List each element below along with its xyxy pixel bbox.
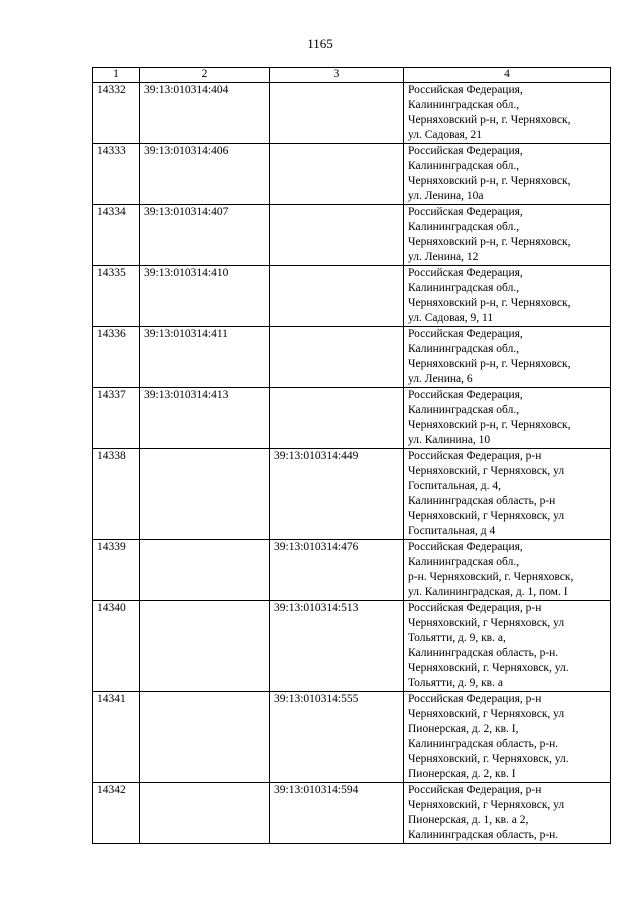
address-line: ул. Ленина, 10а [408, 190, 484, 202]
table-row [93, 144, 611, 205]
related-cadastral-number-cell: 39:13:010314:449 [270, 449, 404, 540]
registry-table [92, 67, 611, 844]
address-line: Черняховский р-н, г. Черняховск, [408, 358, 571, 370]
address-line: Калининградская обл., [408, 404, 520, 416]
row-number-cell: 14334 [93, 205, 140, 266]
cadastral-number-cell: 39:13:010314:411 [140, 327, 270, 388]
cadastral-number-cell [140, 449, 270, 540]
address-line: Госпитальная, д. 4, [408, 480, 501, 492]
address-line: Тольятти, д. 9, кв. а, [408, 632, 506, 644]
address-line: Черняховский р-н, г. Черняховск, [408, 297, 571, 309]
address-line: Российская Федерация, р-н [408, 450, 542, 462]
table-body [93, 83, 611, 844]
address-line: Российская Федерация, [408, 84, 523, 96]
related-cadastral-number-cell: 39:13:010314:555 [270, 692, 404, 783]
page-number: 1165 [307, 36, 333, 51]
row-number-cell: 14337 [93, 388, 140, 449]
address-line: Российская Федерация, [408, 267, 523, 279]
header-col-4: 4 [404, 68, 611, 83]
row-number-cell: 14342 [93, 783, 140, 844]
row-number-cell: 14333 [93, 144, 140, 205]
address-line: Черняховский р-н, г. Черняховск, [408, 114, 571, 126]
related-cadastral-number-cell: 39:13:010314:476 [270, 540, 404, 601]
header-col-2: 2 [140, 68, 270, 83]
address-cell [404, 327, 611, 388]
row-number-cell: 14339 [93, 540, 140, 601]
address-line: Черняховский р-н, г. Черняховск, [408, 175, 571, 187]
address-cell [404, 692, 611, 783]
header-col-3: 3 [270, 68, 404, 83]
address-line: ул. Ленина, 6 [408, 373, 473, 385]
table-row [93, 266, 611, 327]
cadastral-number-cell [140, 540, 270, 601]
table-row [93, 692, 611, 783]
cadastral-number-cell: 39:13:010314:406 [140, 144, 270, 205]
table-row [93, 449, 611, 540]
address-line: Калининградская область, р-н. [408, 647, 559, 659]
address-line: Российская Федерация, [408, 541, 523, 553]
row-number-cell: 14335 [93, 266, 140, 327]
address-line: Черняховский р-н, г. Черняховск, [408, 419, 571, 431]
address-line: Черняховский, г Черняховск, ул [408, 799, 565, 811]
related-cadastral-number-cell [270, 144, 404, 205]
address-line: Российская Федерация, р-н [408, 693, 542, 705]
address-line: Российская Федерация, р-н [408, 784, 542, 796]
table-row [93, 83, 611, 144]
table-header [93, 68, 611, 83]
cadastral-number-cell: 39:13:010314:404 [140, 83, 270, 144]
address-line: Калининградская область, р-н. [408, 829, 559, 841]
address-cell [404, 144, 611, 205]
address-line: ул. Ленина, 12 [408, 251, 479, 263]
related-cadastral-number-cell: 39:13:010314:513 [270, 601, 404, 692]
address-line: Черняховский, г Черняховск, ул [408, 465, 565, 477]
cadastral-number-cell [140, 783, 270, 844]
address-line: Черняховский, г. Черняховск, ул. [408, 753, 569, 765]
related-cadastral-number-cell [270, 388, 404, 449]
table-row [93, 388, 611, 449]
cadastral-number-cell: 39:13:010314:413 [140, 388, 270, 449]
address-line: Калининградская обл., [408, 99, 520, 111]
header-row [93, 68, 611, 83]
address-line: Калининградская обл., [408, 221, 520, 233]
cadastral-number-cell: 39:13:010314:407 [140, 205, 270, 266]
table-row [93, 540, 611, 601]
row-number-cell: 14338 [93, 449, 140, 540]
related-cadastral-number-cell: 39:13:010314:594 [270, 783, 404, 844]
address-cell [404, 783, 611, 844]
address-line: Калининградская обл., [408, 556, 520, 568]
address-cell [404, 205, 611, 266]
cadastral-number-cell [140, 601, 270, 692]
address-cell [404, 449, 611, 540]
address-line: Калининградская обл., [408, 343, 520, 355]
address-line: Пионерская, д. 2, кв. I [408, 768, 516, 780]
row-number-cell: 14332 [93, 83, 140, 144]
address-line: ул. Садовая, 21 [408, 129, 483, 141]
address-line: Калининградская обл., [408, 282, 520, 294]
table-row [93, 205, 611, 266]
cadastral-number-cell: 39:13:010314:410 [140, 266, 270, 327]
table-row [93, 327, 611, 388]
address-cell [404, 83, 611, 144]
related-cadastral-number-cell [270, 205, 404, 266]
address-line: Пионерская, д. 1, кв. а 2, [408, 814, 529, 826]
row-number-cell: 14341 [93, 692, 140, 783]
cadastral-number-cell [140, 692, 270, 783]
address-line: Черняховский, г Черняховск, ул [408, 617, 565, 629]
address-line: ул. Калининградская, д. 1, пом. I [408, 586, 568, 598]
address-line: Российская Федерация, [408, 328, 523, 340]
address-line: Российская Федерация, [408, 206, 523, 218]
address-cell [404, 540, 611, 601]
address-line: Черняховский, г Черняховск, ул [408, 510, 565, 522]
address-line: Калининградская область, р-н [408, 495, 556, 507]
address-line: Черняховский, г Черняховск, ул [408, 708, 565, 720]
address-line: Черняховский р-н, г. Черняховск, [408, 236, 571, 248]
table-row [93, 783, 611, 844]
related-cadastral-number-cell [270, 83, 404, 144]
address-line: ул. Калинина, 10 [408, 434, 491, 446]
address-line: Российская Федерация, [408, 145, 523, 157]
header-col-1: 1 [93, 68, 140, 83]
address-line: ул. Садовая, 9, 11 [408, 312, 494, 324]
related-cadastral-number-cell [270, 266, 404, 327]
address-cell [404, 601, 611, 692]
address-line: р-н. Черняховский, г. Черняховск, [408, 571, 574, 583]
row-number-cell: 14340 [93, 601, 140, 692]
related-cadastral-number-cell [270, 327, 404, 388]
address-line: Калининградская область, р-н. [408, 738, 559, 750]
address-cell [404, 388, 611, 449]
table-row [93, 601, 611, 692]
address-line: Пионерская, д. 2, кв. I, [408, 723, 519, 735]
row-number-cell: 14336 [93, 327, 140, 388]
address-line: Тольятти, д. 9, кв. а [408, 677, 503, 689]
address-line: Госпитальная, д 4 [408, 525, 496, 537]
address-line: Черняховский, г. Черняховск, ул. [408, 662, 569, 674]
address-line: Калининградская обл., [408, 160, 520, 172]
address-line: Российская Федерация, р-н [408, 602, 542, 614]
address-line: Российская Федерация, [408, 389, 523, 401]
address-cell [404, 266, 611, 327]
